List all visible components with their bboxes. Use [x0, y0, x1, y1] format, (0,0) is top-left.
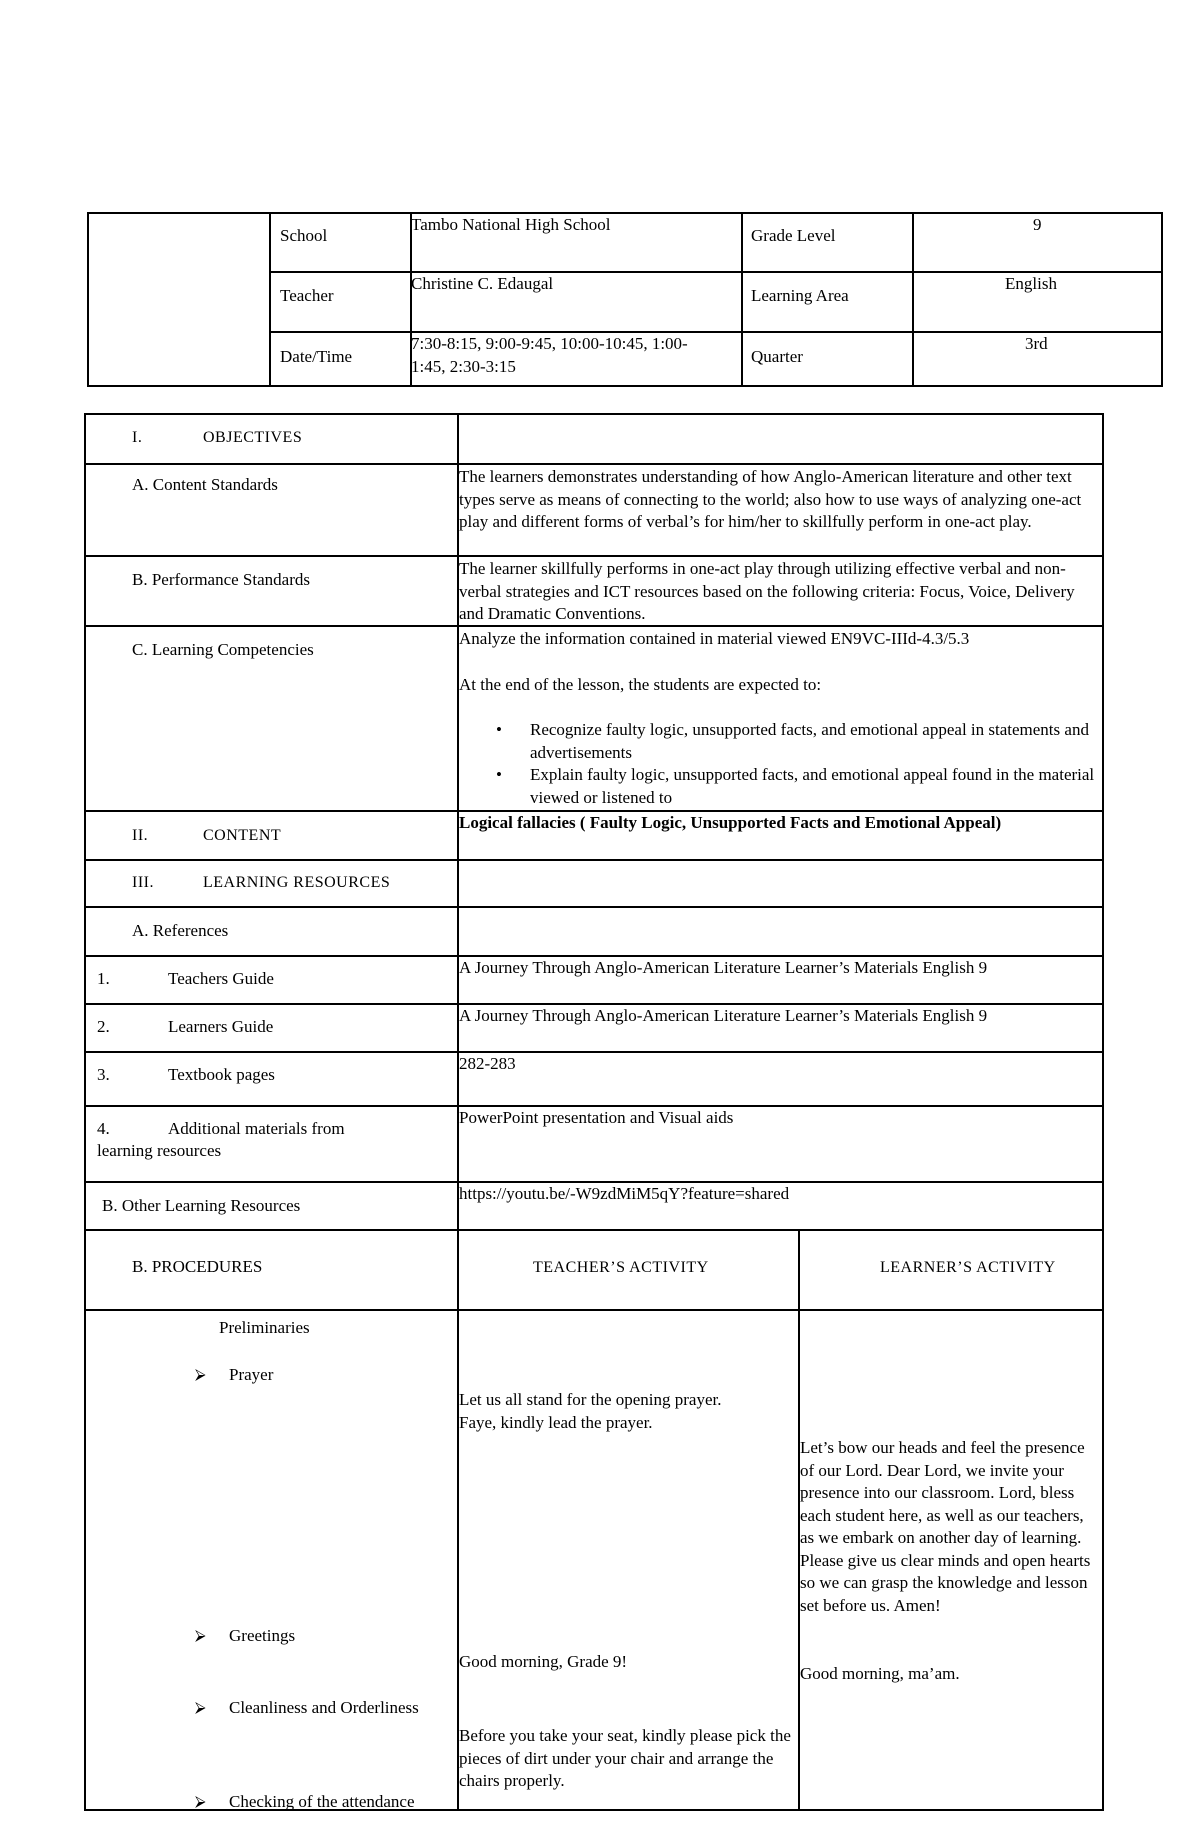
teachers-guide-label: Teachers Guide [168, 969, 274, 988]
header-divider [741, 212, 743, 387]
arrow-icon: ⮚ [195, 1794, 206, 1810]
teacher-greeting: Good morning, Grade 9! [459, 1652, 628, 1671]
header-divider [269, 212, 271, 387]
textbook-label: Textbook pages [168, 1065, 275, 1084]
competency-item [496, 764, 1100, 809]
content-standards-label: A. Content Standards [132, 475, 278, 494]
competencies-bullet-list [496, 719, 1100, 809]
datetime-value-line1: 7:30-8:15, 9:00-9:45, 10:00-10:45, 1:00- [411, 334, 688, 353]
row-divider [84, 1229, 1104, 1231]
references-label: A. References [132, 921, 229, 940]
header-table [87, 212, 1163, 387]
teacher-activity-header: TEACHER’S ACTIVITY [533, 1259, 709, 1276]
textbook-number: 3. [97, 1065, 110, 1084]
other-resources-label: B. Other Learning Resources [102, 1196, 301, 1215]
datetime-label: Date/Time [280, 347, 353, 366]
row-divider [84, 955, 1104, 957]
grade-level-value: 9 [1033, 215, 1042, 234]
row-divider [84, 555, 1104, 557]
row-divider [84, 906, 1104, 908]
teacher-prayer-line1: Let us all stand for the opening prayer. [459, 1390, 722, 1409]
row-divider [84, 1309, 1104, 1311]
content-standards-text: The learners demonstrates understanding of how Anglo-American literature and other text types serve as means of connecting to the world; also how to use ways of analyzing one-act play and different forms of verbal’s for him/her to skillfully perform in one-act play. [459, 467, 1082, 531]
preliminaries-label: Preliminaries [219, 1318, 310, 1337]
additional-materials-text: PowerPoint presentation and Visual aids [459, 1108, 734, 1127]
greetings-label: Greetings [229, 1626, 296, 1645]
row-divider [84, 1003, 1104, 1005]
school-label: School [280, 226, 328, 245]
cleanliness-label: Cleanliness and Orderliness [229, 1698, 419, 1717]
competency-text: Recognize faulty logic, unsupported facts, and emotional appeal in statements and advertisements [530, 720, 1089, 762]
teacher-cleanliness: Before you take your seat, kindly please pick the pieces of dirt under your chair and arrange the chairs properly. [459, 1726, 791, 1790]
quarter-label: Quarter [751, 347, 803, 366]
objectives-number: I. [132, 429, 143, 446]
textbook-pages: 282-283 [459, 1054, 516, 1073]
arrow-icon: ⮚ [195, 1628, 206, 1644]
content-number: II. [132, 827, 149, 844]
additional-label-line1: Additional materials from [168, 1119, 345, 1138]
content-heading: CONTENT [203, 827, 282, 844]
competencies-intro: At the end of the lesson, the students are expected to: [459, 675, 822, 694]
objectives-heading: OBJECTIVES [203, 429, 303, 446]
resources-number: III. [132, 874, 154, 891]
competency-item [496, 719, 1100, 764]
learning-competencies-label: C. Learning Competencies [132, 640, 314, 659]
other-resources-link[interactable]: https://youtu.be/-W9zdMiM5qY?feature=shared [459, 1184, 790, 1203]
header-divider [912, 212, 914, 387]
learning-area-label: Learning Area [751, 286, 849, 305]
performance-standards-label: B. Performance Standards [132, 570, 310, 589]
row-divider [84, 463, 1104, 465]
learners-guide-label: Learners Guide [168, 1017, 274, 1036]
row-divider [84, 859, 1104, 861]
learner-activity-header: LEARNER’S ACTIVITY [880, 1259, 1056, 1276]
additional-number: 4. [97, 1119, 110, 1138]
content-topic: Logical fallacies ( Faulty Logic, Unsupported Facts and Emotional Appeal) [459, 813, 1002, 832]
competency-text: Explain faulty logic, unsupported facts, and emotional appeal found in the material viewed or listened to [530, 765, 1095, 807]
attendance-label: Checking of the attendance [229, 1792, 415, 1811]
school-value: Tambo National High School [411, 215, 611, 234]
procedures-label: B. PROCEDURES [132, 1257, 263, 1276]
learning-area-value: English [1005, 274, 1057, 293]
learners-guide-text: A Journey Through Anglo-American Literature Learner’s Materials English 9 [459, 1006, 988, 1025]
learner-prayer: Let’s bow our heads and feel the presence of our Lord. Dear Lord, we invite your presence into our classroom. Lord, bless each student here, as well as our teachers, as we embark on another day of learning. Please give us clear minds and open hearts so we can grasp the knowledge and lesson set before us. Amen! [800, 1438, 1091, 1615]
learners-guide-number: 2. [97, 1017, 110, 1036]
header-divider [269, 331, 1163, 333]
additional-label-line2: learning resources [97, 1141, 222, 1160]
learner-greeting: Good morning, ma’am. [800, 1664, 960, 1683]
teacher-label: Teacher [280, 286, 334, 305]
resources-heading: LEARNING RESOURCES [203, 874, 391, 891]
quarter-value: 3rd [1025, 334, 1048, 353]
row-divider [84, 1051, 1104, 1053]
competencies-code: Analyze the information contained in material viewed EN9VC-IIId-4.3/5.3 [459, 629, 970, 648]
row-divider [84, 810, 1104, 812]
row-divider [84, 1105, 1104, 1107]
prayer-label: Prayer [229, 1365, 274, 1384]
teachers-guide-text: A Journey Through Anglo-American Literature Learner’s Materials English 9 [459, 958, 988, 977]
teacher-prayer-line2: Faye, kindly lead the prayer. [459, 1413, 653, 1432]
row-divider [84, 1181, 1104, 1183]
performance-standards-text: The learner skillfully performs in one-act play through utilizing effective verbal and non-verbal strategies and ICT resources based on the following criteria: Focus, Voice, Delivery and Dramatic Conventions. [459, 559, 1075, 623]
teachers-guide-number: 1. [97, 969, 110, 988]
header-divider [269, 271, 1163, 273]
datetime-value-line2: 1:45, 2:30-3:15 [411, 357, 516, 376]
bullet-icon: • [496, 765, 502, 784]
grade-level-label: Grade Level [751, 226, 836, 245]
arrow-icon: ⮚ [195, 1700, 206, 1716]
bullet-icon: • [496, 720, 502, 739]
arrow-icon: ⮚ [195, 1367, 206, 1383]
teacher-value: Christine C. Edaugal [411, 274, 554, 293]
